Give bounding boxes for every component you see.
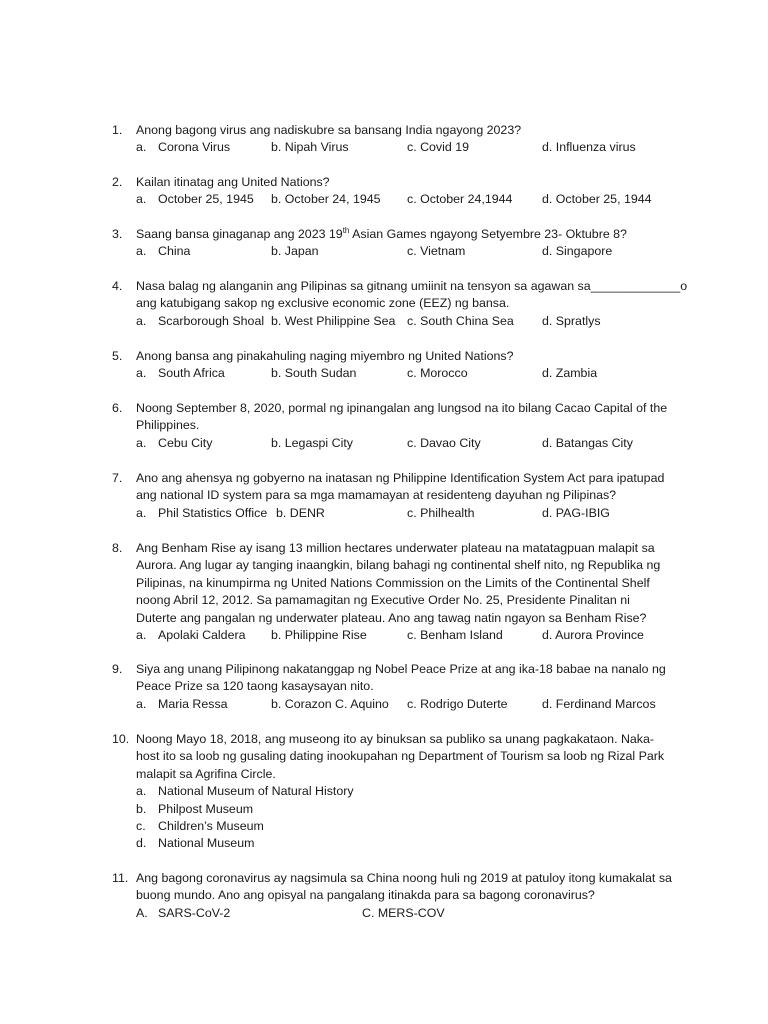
question-text-part: Saang bansa ginaganap ang 2023 19 [136, 227, 343, 241]
option-text: d. Ferdinand Marcos [542, 696, 656, 711]
option-c[interactable] [362, 905, 445, 922]
question-stem [112, 174, 692, 191]
option-text: c. Benham Island [407, 628, 503, 643]
option-letter: c. [136, 819, 146, 833]
option-a[interactable] [136, 783, 692, 800]
question-number: 7. [112, 471, 123, 485]
question-2 [112, 174, 692, 209]
option-letter: a. [136, 366, 147, 381]
question-text-line: host ito sa loob ng gusaling dating inookupahan ng Department of Tourism sa loob ng Rizal Park [136, 749, 665, 764]
option-c[interactable] [407, 365, 468, 382]
question-text-line: Ang bagong coronavirus ay nagsimula sa China noong huli ng 2019 at patuloy itong kumakalat sa [136, 871, 672, 885]
answer-options [136, 435, 692, 452]
option-text: Philpost Museum [158, 801, 254, 816]
question-9 [112, 661, 692, 713]
option-text: October 25, 1945 [158, 192, 254, 207]
question-text-line: Ano ang ahensya ng gobyerno na inatasan ng Philippine Identification System Act para ipatupad [136, 471, 665, 485]
option-c[interactable] [407, 313, 514, 330]
option-d[interactable] [542, 627, 644, 644]
option-b[interactable] [271, 435, 353, 452]
option-d[interactable] [542, 139, 636, 156]
question-text-line: Anong bagong virus ang nadiskubre sa bansang India ngayong 2023? [136, 123, 522, 137]
question-text-line: Philippines. [136, 418, 200, 433]
option-text: d. Aurora Province [542, 628, 644, 643]
option-letter: A. [136, 905, 148, 920]
option-c[interactable] [407, 627, 503, 644]
option-text: South Africa [158, 366, 225, 381]
question-10 [112, 731, 692, 853]
option-text: SARS-CoV-2 [158, 905, 231, 920]
question-stem [112, 731, 692, 783]
option-text: C. MERS-COV [362, 905, 445, 920]
option-a[interactable] [136, 139, 230, 156]
question-text-line [136, 226, 692, 243]
option-text: National Museum of Natural History [158, 784, 354, 799]
option-a[interactable] [136, 905, 230, 922]
question-3 [112, 226, 692, 261]
option-text: c. Covid 19 [407, 140, 469, 155]
option-text: d. Spratlys [542, 313, 601, 328]
question-text-line: Kailan itinatag ang United Nations? [136, 175, 330, 189]
option-text: Corona Virus [158, 140, 231, 155]
question-number: 5. [112, 349, 123, 363]
option-text: c. Morocco [407, 366, 468, 381]
option-text: c. Davao City [407, 435, 481, 450]
option-text: Children’s Museum [158, 819, 264, 833]
option-d[interactable] [542, 313, 601, 330]
question-text-line: noong Abril 12, 2012. Sa pamamagitan ng Executive Order No. 25, Presidente Pinalitan ni [136, 593, 630, 608]
option-text: c. South China Sea [407, 313, 514, 328]
option-letter: a. [136, 696, 147, 711]
question-7 [112, 470, 692, 522]
option-b[interactable] [271, 365, 356, 382]
question-text-line: Anong bansa ang pinakahuling naging miyembro ng United Nations? [136, 349, 514, 363]
option-letter: a. [136, 784, 147, 799]
option-c[interactable] [407, 435, 481, 452]
option-text: d. PAG-IBIG [542, 505, 610, 520]
question-5 [112, 348, 692, 383]
option-letter: a. [136, 505, 147, 520]
question-number: 8. [112, 541, 123, 555]
question-stem [112, 870, 692, 905]
answer-options [136, 905, 692, 922]
option-b[interactable] [271, 191, 381, 208]
option-text: b. Corazon C. Aquino [271, 696, 389, 711]
question-text-line: Noong September 8, 2020, pormal ng ipinangalan ang lungsod na ito bilang Cacao Capital of the [136, 401, 668, 415]
option-b[interactable] [271, 627, 367, 644]
option-a[interactable] [136, 313, 264, 330]
option-text: Maria Ressa [158, 696, 228, 711]
option-c[interactable] [407, 191, 512, 208]
option-a[interactable] [136, 191, 254, 208]
option-letter: a. [136, 435, 147, 450]
option-a[interactable] [136, 627, 245, 644]
option-text: Apolaki Caldera [158, 628, 246, 643]
option-d[interactable] [542, 365, 597, 382]
question-stem [112, 278, 692, 313]
question-4 [112, 278, 692, 330]
option-b[interactable] [271, 139, 349, 156]
option-text: b. Legaspi City [271, 435, 353, 450]
option-b[interactable] [271, 243, 319, 260]
option-text: d. Singapore [542, 244, 613, 259]
question-1 [112, 122, 692, 157]
option-d[interactable] [542, 435, 633, 452]
option-text: b. October 24, 1945 [271, 192, 381, 207]
option-a[interactable] [136, 505, 267, 522]
option-text: c. Vietnam [407, 244, 466, 259]
question-11 [112, 870, 692, 922]
question-stem [112, 226, 692, 243]
question-text-line: malapit sa Agrifina Circle. [136, 766, 276, 781]
option-text: National Museum [158, 836, 255, 851]
answer-options [136, 191, 692, 208]
option-a[interactable] [136, 435, 212, 452]
question-text-line: Nasa balag ng alanganin ang Pilipinas sa gitnang umiinit na tensyon sa agawan sa_____________o [136, 279, 688, 293]
option-text: d. Batangas City [542, 435, 633, 450]
question-number: 1. [112, 123, 123, 137]
question-text-line: Duterte ang pangalan ng underwater plateau. Ano ang tawag natin ngayon sa Benham Rise? [136, 610, 647, 625]
option-text: Phil Statistics Office [158, 505, 268, 520]
answer-options [136, 243, 692, 260]
question-text-line: Pilipinas, na kinumpirma ng United Nations Commission on the Limits of the Continental Shelf [136, 575, 650, 590]
option-d[interactable] [542, 696, 656, 713]
question-stem [112, 470, 692, 505]
question-number: 10. [112, 732, 130, 746]
option-letter: a. [136, 244, 147, 259]
answer-options [136, 313, 692, 330]
option-b[interactable] [136, 801, 692, 818]
question-stem [112, 540, 692, 627]
question-number: 9. [112, 662, 123, 676]
question-text-line: Siya ang unang Pilipinong nakatanggap ng Nobel Peace Prize at ang ika-18 babae na nanalo ng [136, 662, 666, 676]
question-number: 2. [112, 175, 123, 189]
option-text: b. South Sudan [271, 366, 357, 381]
question-stem [112, 661, 692, 696]
option-text: d. October 25, 1944 [542, 192, 652, 207]
question-text-line: Peace Prize sa 120 taong kasaysayan nito. [136, 679, 374, 694]
answer-options [136, 365, 692, 382]
option-text: d. Influenza virus [542, 140, 636, 155]
superscript: th [342, 226, 350, 235]
option-c[interactable] [407, 696, 508, 713]
option-a[interactable] [136, 365, 225, 382]
option-text: Scarborough Shoal [158, 313, 265, 328]
option-letter: a. [136, 313, 147, 328]
option-text: b. Philippine Rise [271, 628, 367, 643]
answer-options [136, 696, 692, 713]
option-c[interactable] [407, 139, 469, 156]
question-text-line: buong mundo. Ano ang opisyal na pangalang itinakda para sa bagong coronavirus? [136, 888, 595, 903]
option-d[interactable] [542, 505, 610, 522]
question-number: 4. [112, 279, 123, 293]
option-b[interactable] [276, 505, 325, 522]
question-text-line: Noong Mayo 18, 2018, ang museong ito ay binuksan sa publiko sa unang pagkakataon. Naka- [136, 732, 655, 746]
question-text-line: ang national ID system para sa mga mamamayan at residenteng dayuhan ng Pilipinas? [136, 488, 617, 503]
question-number: 6. [112, 401, 123, 415]
question-text-line: Ang Benham Rise ay isang 13 million hectares underwater plateau na matatagpuan malapit sa [136, 541, 655, 555]
option-b[interactable] [271, 696, 389, 713]
option-b[interactable] [271, 313, 395, 330]
option-letter: a. [136, 192, 147, 207]
option-a[interactable] [136, 696, 228, 713]
question-stem [112, 348, 692, 365]
option-letter: a. [136, 628, 147, 643]
question-stem [112, 400, 692, 435]
option-text: c. Rodrigo Duterte [407, 696, 508, 711]
option-c[interactable] [407, 243, 465, 260]
question-text-part: Asian Games ngayong Setyembre 23- Oktubre 8? [349, 227, 627, 241]
option-text: b. Japan [271, 244, 319, 259]
option-a[interactable] [136, 243, 190, 260]
option-text: Cebu City [158, 435, 213, 450]
question-text-line: ang katubigang sakop ng exclusive economic zone (EEZ) ng bansa. [136, 296, 510, 311]
question-text-line: Aurora. Ang lugar ay tanging inaangkin, bilang bahagi ng continental shelf nito, ng Republika ng [136, 558, 661, 573]
answer-options [136, 505, 692, 522]
question-8 [112, 540, 692, 644]
option-d[interactable] [542, 191, 652, 208]
answer-options [136, 627, 692, 644]
option-d[interactable] [542, 243, 612, 260]
option-text: d. Zambia [542, 366, 598, 381]
option-letter: b. [136, 801, 147, 816]
option-c[interactable] [407, 505, 475, 522]
option-d[interactable] [136, 835, 692, 852]
option-letter: d. [136, 836, 147, 851]
option-text: China [158, 244, 191, 259]
option-text: b. West Philippine Sea [271, 313, 396, 328]
question-stem [112, 122, 692, 139]
answer-options [136, 139, 692, 156]
option-text: b. DENR [276, 505, 325, 520]
option-text: b. Nipah Virus [271, 140, 349, 155]
question-number: 11. [112, 871, 129, 885]
question-number: 3. [112, 227, 123, 241]
option-text: c. October 24,1944 [407, 192, 513, 207]
option-letter: a. [136, 140, 147, 155]
question-6 [112, 400, 692, 452]
option-text: c. Philhealth [407, 505, 475, 520]
option-c[interactable] [136, 818, 692, 835]
